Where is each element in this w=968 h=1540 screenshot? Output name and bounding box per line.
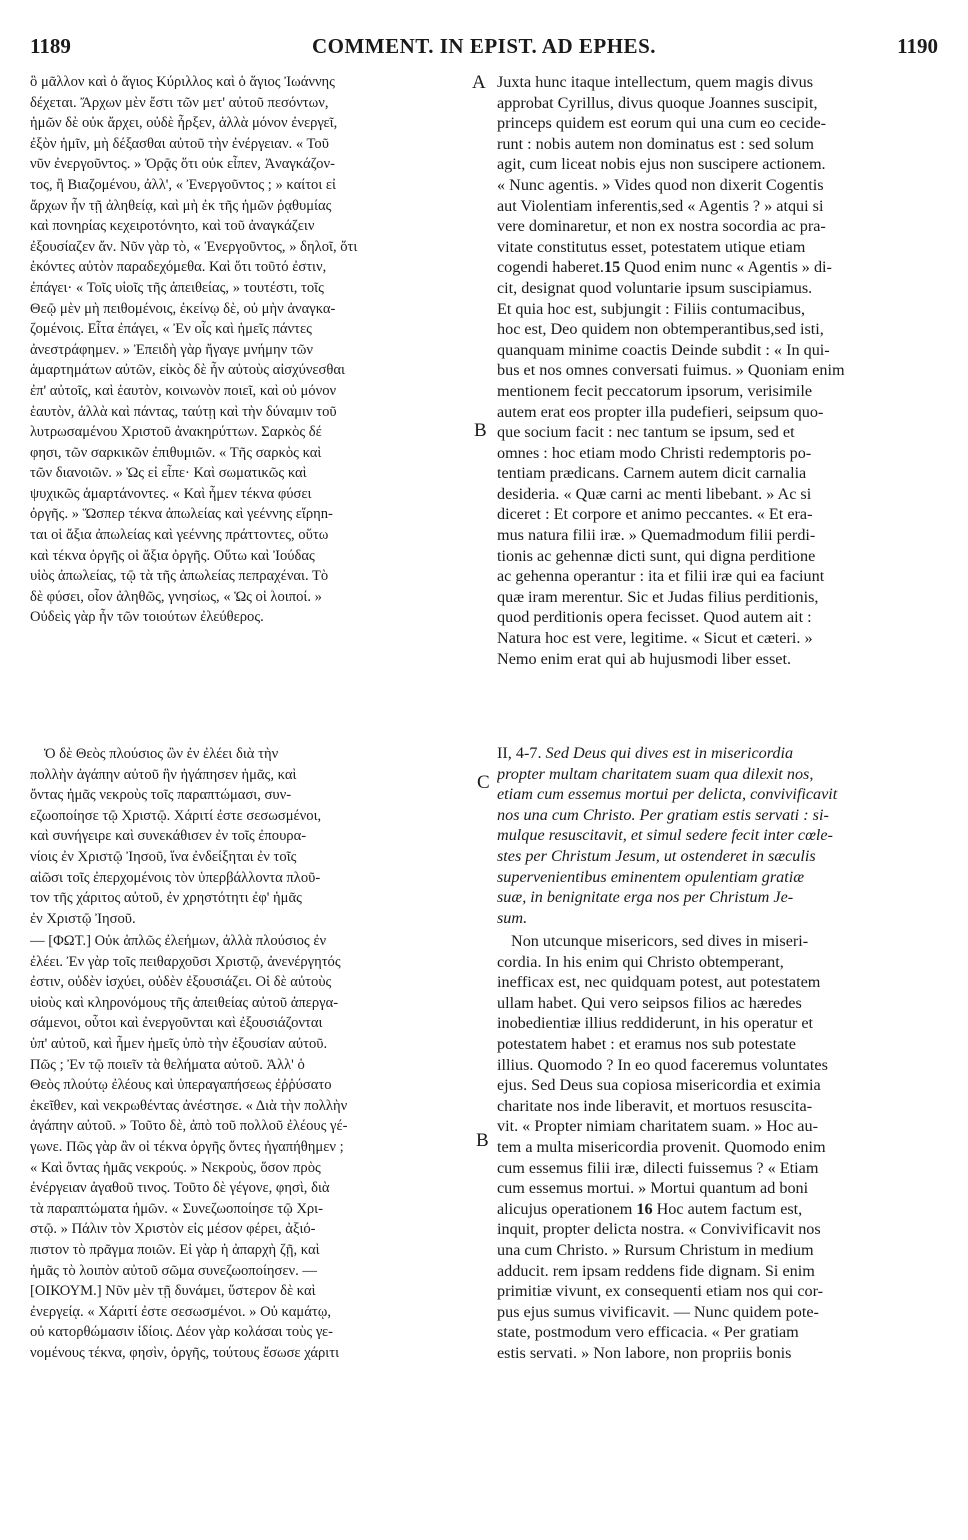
text-line: tem a multa misericordia provenit. Quomodo enim bbox=[497, 1137, 826, 1156]
greek-scripture-block bbox=[30, 744, 470, 929]
section-number-15: 15 bbox=[603, 258, 621, 277]
text-line: αἰῶσι τοῖς ἐπερχομένοις τὸν ὑπερβάλλοντα πλοῦ- bbox=[30, 869, 321, 886]
text-line: νομένους τέκνα, φησὶν, ὀργῆς, τούτους ἔσωσε χάριτι bbox=[30, 1344, 340, 1361]
text-line: ὑπ' αὐτοῦ, καὶ ἦμεν ἡμεῖς ὑπὸ τὴν ἐξουσίαν αὐτοῦ. bbox=[30, 1035, 328, 1052]
text-line: οὐ κατορθώμασιν ἰδίοις. Δέον γὰρ κολάσαι τοὺς γε- bbox=[30, 1324, 334, 1341]
text-line: adducit. rem ipsam reddens fide dignam. Si enim bbox=[497, 1261, 815, 1280]
text-line: agit, cum liceat nobis ejus non suscipere actionem. bbox=[497, 155, 826, 174]
text-line: potestatem habet : et eramus nos sub potestate bbox=[497, 1034, 796, 1053]
text-line: mulque resuscitavit, et simul sedere fecit inter cœle- bbox=[497, 826, 833, 845]
text-line: Nemo enim erat qui ab hujusmodi liber esset. bbox=[497, 649, 792, 668]
text-line: Πῶς ; Ἐν τῷ ποιεῖν τὰ θελήματα αὐτοῦ. Ἀλλ' ὁ bbox=[30, 1056, 305, 1073]
text-line: ejus. Sed Deus sua copiosa misericordia et eximia bbox=[497, 1076, 821, 1095]
text-line: state, postmodum vero efficacia. « Per gratiam bbox=[497, 1323, 799, 1342]
text-line: ἑαυτὸν, ἀλλὰ καὶ πάντας, ταύτῃ καὶ τὴν δύναμιν τοῦ bbox=[30, 403, 337, 420]
text-line: aut Violentiam inferentis,sed « Agentis ? » atqui si bbox=[497, 196, 824, 215]
text-line: υἱοὺς καὶ κληρονόμους τῆς ἀπειθείας αὐτοῦ ἀπεργα- bbox=[30, 994, 339, 1011]
text-line: mentionem fecit peccatorum ipsorum, verisimile bbox=[497, 381, 813, 400]
text-line: ἐλέει. Ἐν γὰρ τοῖς πειθαρχοῦσι Χριστῷ, ἀνενέργητός bbox=[30, 953, 341, 970]
text-line: ἀγάπην αὐτοῦ. » Τοῦτο δὲ, ἀπὸ τοῦ πολλοῦ ἐλέους γέ- bbox=[30, 1118, 348, 1135]
scripture-reference: II, 4-7. bbox=[497, 744, 542, 762]
text-line: nos una cum Christo. Per gratiam estis servati : si- bbox=[497, 805, 829, 824]
text-line: « Nunc agentis. » Vides quod non dixerit Cogentis bbox=[497, 175, 824, 194]
text-line: que socium facit : nec tantum se ipsum, sed et bbox=[497, 423, 795, 442]
text-line: cit, designat quod voluntarie ipsum suscipiamus. bbox=[497, 278, 813, 297]
text-line: sum. bbox=[497, 908, 528, 927]
latin-line-with-section-number: alicujus operationem 16 Hoc autem factum est, bbox=[497, 1199, 803, 1218]
margin-marker-b-second: B bbox=[476, 1130, 489, 1151]
text-line: ὄντας ἡμᾶς νεκροὺς τοῖς παραπτώμασι, συν- bbox=[30, 787, 292, 804]
text-line: « Καὶ ὄντας ἡμᾶς νεκρούς. » Νεκροὺς, ὅσον πρὸς bbox=[30, 1159, 321, 1176]
text-line: ψυχικῶς ἁμαρτάνοντες. « Καὶ ἦμεν τέκνα φύσει bbox=[30, 485, 312, 502]
text-line: ἁμαρτημάτων αὐτῶν, εἰκὸς δὲ ἦν αὐτοὺς αἰσχύνεσθαι bbox=[30, 362, 345, 379]
running-title: COMMENT. IN EPIST. AD EPHES. bbox=[311, 34, 656, 58]
text-line: τῶν διανοιῶν. » Ὡς εἰ εἶπε· Καὶ σωματικῶς καὶ bbox=[30, 465, 307, 482]
text-line: inquit, propter delicta nostra. « Convivificavit nos bbox=[497, 1220, 821, 1239]
text-line: ἡμᾶς τὸ λοιπὸν αὐτοῦ σῶμα συνεζωοποίησεν. — bbox=[30, 1262, 317, 1279]
text-line: ἐστιν, οὐδὲν ἰσχύει, οὐδὲν ἐξουσιάζει. Οἱ δὲ αὐτοὺς bbox=[30, 974, 332, 991]
text-line: princeps quidem est eorum qui una cum eo cecide- bbox=[497, 114, 827, 133]
text-line: stes per Christum Jesum, ut ostenderet in sæculis bbox=[497, 846, 816, 865]
text-line: ἄρχων ἦν τῇ ἀληθείᾳ, καὶ μὴ ἐκ τῆς ἡμῶν ῥᾳθυμίας bbox=[30, 197, 332, 214]
text-line: inefficax est, nec quidquam potest, aut potestatem bbox=[497, 973, 821, 992]
text-line: hoc est, Deo quidem non obtemperantibus,sed isti, bbox=[497, 320, 824, 339]
text-line: νίοις ἐν Χριστῷ Ἰησοῦ, ἵνα ἐνδείξηται ἐν τοῖς bbox=[30, 848, 297, 865]
greek-column-top bbox=[30, 72, 470, 628]
text-line: quanquam minime coactis Deinde subdit : « In qui- bbox=[497, 340, 830, 359]
text-line: τος, ἢ Βιαζομένου, ἀλλ', « Ἐνεργοῦντος ; » καίτοι εἰ bbox=[30, 176, 336, 193]
text-line: ἐξουσίαζεν ἄν. Νῦν γὰρ τὸ, « Ἐνεργοῦντος, » δηλοῖ, ὅτι bbox=[30, 238, 358, 255]
text-line: τὰ παραπτώματα ἡμῶν. « Συνεζωοποίησε τῷ Χρι- bbox=[30, 1200, 323, 1217]
text-line: autem erat eos propter illa pudefieri, seipsum quo- bbox=[497, 402, 824, 421]
text-line: εζωοποίησε τῷ Χριστῷ. Χάριτί ἐστε σεσωσμένοι, bbox=[30, 807, 322, 824]
text-line: una cum Christo. » Rursum Christum in medium bbox=[497, 1240, 814, 1259]
text-line: στῷ. » Πάλιν τὸν Χριστὸν εἰς μέσον φέρει, ἀξιό- bbox=[30, 1221, 316, 1238]
text-line: ἐνέργειαν ἀγαθοῦ τινος. Τοῦτο δὲ γέγονε, φησὶ, διὰ bbox=[30, 1180, 330, 1197]
text-line: Et quia hoc est, subjungit : Filiis contumacibus, bbox=[497, 299, 805, 318]
text-line: charitate nos inde liberavit, et mortuos resuscita- bbox=[497, 1096, 813, 1115]
text-line: ἐν Χριστῷ Ἰησοῦ. bbox=[30, 910, 136, 927]
text-line: mus natura filii iræ. » Quemadmodum filii perdi- bbox=[497, 526, 816, 545]
page-number-right: 1190 bbox=[897, 34, 938, 58]
text-line: approbat Cyrillus, divus quoque Joannes suscipit, bbox=[497, 93, 818, 112]
text-line: Non utcunque misericors, sed dives in miseri- bbox=[511, 932, 809, 950]
text-line: ἀνεστράφημεν. » Ἐπειδὴ γὰρ ἤγαγε μνήμην τῶν bbox=[30, 341, 313, 358]
margin-marker-c: C bbox=[477, 772, 490, 793]
text-line: ἐπ' αὐτοῖς, καὶ ἑαυτὸν, κοινωνὸν ποιεῖ, καὶ οὐ μόνον bbox=[30, 382, 337, 399]
text-line: καὶ τέκνα ὀργῆς οἱ ἄξια ὀργῆς. Οὕτω καὶ Ἰούδας bbox=[30, 547, 315, 564]
text-line: καὶ συνήγειρε καὶ συνεκάθισεν ἐν τοῖς ἐπουρα- bbox=[30, 828, 307, 845]
text-line: tentiam prædicans. Carnem autem dicit carnalia bbox=[497, 464, 807, 483]
text-line: etiam cum essemus mortui per delicta, convivificavit bbox=[497, 785, 838, 804]
text-line: diceret : Et corpore et animo peccantes. « Et era- bbox=[497, 505, 813, 524]
latin-commentary-block bbox=[497, 931, 935, 1363]
latin-scripture-block bbox=[497, 743, 935, 928]
latin-column-top bbox=[497, 72, 935, 669]
text-line: φησι, τῶν σαρκικῶν ἐπιθυμιῶν. « Τῆς σαρκὸς καὶ bbox=[30, 444, 322, 461]
text-line: vitate constitutus esset, potestatem utique etiam bbox=[497, 237, 806, 256]
text-line: bus et nos omnes conversati fuimus. » Quoniam enim bbox=[497, 361, 845, 380]
text-line: Οὐδεὶς γὰρ ἦν τῶν τοιούτων ἐλεύθερος. bbox=[30, 609, 264, 626]
text-line: ὀργῆς. » Ὥσπερ τέκνα ἀπωλείας καὶ γεέννης εἴρηn- bbox=[30, 506, 333, 523]
text-line: vit. « Propter nimiam charitatem suam. » Hoc au- bbox=[497, 1117, 818, 1136]
text-line: cordia. In his enim qui Christo obtemperant, bbox=[497, 952, 784, 971]
text-line: Juxta hunc itaque intellectum, quem magis divus bbox=[497, 73, 814, 91]
text-line: ἐπάγει· « Τοῖς υἱοῖς τῆς ἀπειθείας, » τουτέστι, τοῖς bbox=[30, 279, 324, 296]
text-line: pus ejus sumus vivificavit. — Nunc quidem pote- bbox=[497, 1302, 819, 1321]
text-line: λυτρωσαμένου Χριστοῦ ἀνακηρύττων. Σαρκὸς δέ bbox=[30, 424, 322, 441]
greek-commentary-block bbox=[30, 931, 470, 1363]
text-line: tionis ac gehennæ dicti sunt, qui digna perditione bbox=[497, 546, 816, 565]
text-line: ἡμῶν δὲ οὐκ ἄρχει, οὐδὲ ἦρξεν, ἀλλὰ μόνον ἐνεργεῖ, bbox=[30, 115, 338, 132]
text-line: ἐξὸν ἡμῖν, μὴ δέξασθαι αὐτοῦ τὴν ἐνέργειαν. « Τοῦ bbox=[30, 135, 329, 152]
text-line: quæ iram merentur. Sic et Judas filius perditionis, bbox=[497, 587, 819, 606]
text-line: γωνε. Πῶς γὰρ ἂν οἱ τέκνα ὀργῆς ὄντες ἠγαπήθημεν ; bbox=[30, 1138, 344, 1155]
text-line: propter multam charitatem suam qua dilexit nos, bbox=[497, 764, 814, 783]
text-line: νῦν ἐνεργοῦντος. » Ὁρᾷς ὅτι οὐκ εἶπεν, Ἀναγκάζον- bbox=[30, 156, 335, 173]
text-line: ullam habet. Qui vero seipsos filios ac hæredes bbox=[497, 993, 802, 1012]
text-line: vere dominaretur, et non ex nostra socordia ac pra- bbox=[497, 217, 826, 236]
section-number-16: 16 bbox=[636, 1199, 653, 1218]
text-line: καὶ πονηρίας κεχειροτόνητο, καὶ τοῦ ἀναγκάζειν bbox=[30, 218, 315, 235]
text-line: πολλὴν ἀγάπην αὐτοῦ ἣν ἠγάπησεν ἡμᾶς, καὶ bbox=[30, 766, 297, 783]
text-line: runt : nobis autem non dominatus est : sed solum bbox=[497, 134, 814, 153]
running-header bbox=[30, 34, 938, 64]
text-line: cum essemus filii iræ, dilecti fuissemus ? « Etiam bbox=[497, 1158, 819, 1177]
text-line: supervenientibus eminentem opulentiam gratiæ bbox=[497, 867, 805, 886]
text-line: ὃ μᾶλλον καὶ ὁ ἅγιος Κύριλλος καὶ ὁ ἅγιος Ἰωάννης bbox=[30, 74, 335, 90]
text-line: omnes : hoc etiam modo Christi redemptoris po- bbox=[497, 443, 812, 462]
text-line: ἐκεῖθεν, καὶ νεκρωθέντας ἀνέστησε. « Διὰ τὴν πολλὴν bbox=[30, 1097, 348, 1114]
text-line: Natura hoc est vere, legitime. « Sicut et cæteri. » bbox=[497, 629, 813, 648]
text-line: illius. Quomodo ? In eo quod faceremus voluntates bbox=[497, 1055, 828, 1074]
text-line: primitiæ vivunt, ex consequenti etiam nos qui cor- bbox=[497, 1282, 824, 1301]
text-line: quod perditionis opera fecisset. Quod autem ait : bbox=[497, 608, 812, 627]
text-line: estis servati. » Non labore, non propriis bonis bbox=[497, 1343, 792, 1362]
text-line: cum essemus mortui. » Mortui quantum ad boni bbox=[497, 1179, 809, 1198]
text-line: — [ΦΩΤ.] Οὐκ ἁπλῶς ἐλεήμων, ἀλλὰ πλούσιος ἐν bbox=[30, 933, 327, 949]
text-line: Θεῷ μὲν μὴ πειθομένοις, ἐκείνῳ δὲ, οὐ μὴν ἀναγκα- bbox=[30, 300, 336, 317]
margin-marker-a: A bbox=[472, 72, 486, 93]
text-line: inobedientiæ illius reddiderunt, in his operatur et bbox=[497, 1014, 814, 1033]
text-line: δέχεται. Ἄρχων μὲν ἔστι τῶν μετ' αὐτοῦ πεσόντων, bbox=[30, 94, 329, 111]
text-line: suæ, in benignitate erga nos per Christum Je- bbox=[497, 888, 794, 907]
text-line: πιστον τὸ πρᾶγμα ποιῶν. Εἰ γὰρ ἡ ἀπαρχὴ ζῇ, καὶ bbox=[30, 1241, 320, 1258]
latin-line-with-section-number: cogendi haberet.15 Quod enim nunc « Agentis » di- bbox=[497, 258, 832, 277]
text-line: δὲ φύσει, οἷον ἀληθῶς, γνησίως, « Ὡς οἱ λοιποί. » bbox=[30, 588, 322, 605]
page-number-left: 1189 bbox=[30, 34, 71, 58]
text-line: [ΟΙΚΟΥΜ.] Νῦν μὲν τῇ δυνάμει, ὕστερον δὲ καὶ bbox=[30, 1283, 316, 1300]
text-line: ἑκόντες αὐτὸν παραδεχόμεθα. Καὶ ὅτι τοῦτό ἐστιν, bbox=[30, 259, 327, 276]
text-line: Ὁ δὲ Θεὸς πλούσιος ὢν ἐν ἐλέει διὰ τὴν bbox=[44, 746, 279, 762]
text-line: σάμενοι, οὗτοι καὶ ἐνεργοῦνται καὶ ἐξουσιάζονται bbox=[30, 1015, 323, 1032]
text-line: ζομένοις. Εἶτα ἐπάγει, « Ἐν οἷς καὶ ἡμεῖς πάντες bbox=[30, 321, 312, 338]
text-line: ἐνεργείᾳ. « Χάριτί ἐστε σεσωσμένοι. » Οὐ καμάτῳ, bbox=[30, 1303, 331, 1320]
text-line: ac gehenna operantur : ita et filii iræ qui ea faciunt bbox=[497, 567, 825, 586]
text-line: υἱὸς ἀπωλείας, τῷ τὰ τῆς ἀπωλείας πεπραχέναι. Τὸ bbox=[30, 568, 329, 585]
text-line: τον τῆς χάριτος αὐτοῦ, ἐν χρηστότητι ἐφ' ἡμᾶς bbox=[30, 890, 302, 907]
text-line: Θεὸς πλούτῳ ἐλέους καὶ ὑπεραγαπήσεως ἐῤῥύσατο bbox=[30, 1077, 332, 1094]
text-line: desideria. « Quæ carni ac menti libebant. » Ac si bbox=[497, 484, 812, 503]
text-line: ται οἱ ἄξια ἀπωλείας καὶ γεέννης πράττοντες, οὕτω bbox=[30, 527, 329, 544]
latin-scripture-line: II, 4-7. Sed Deus qui dives est in misericordia bbox=[497, 744, 794, 762]
margin-marker-b: B bbox=[474, 420, 487, 441]
